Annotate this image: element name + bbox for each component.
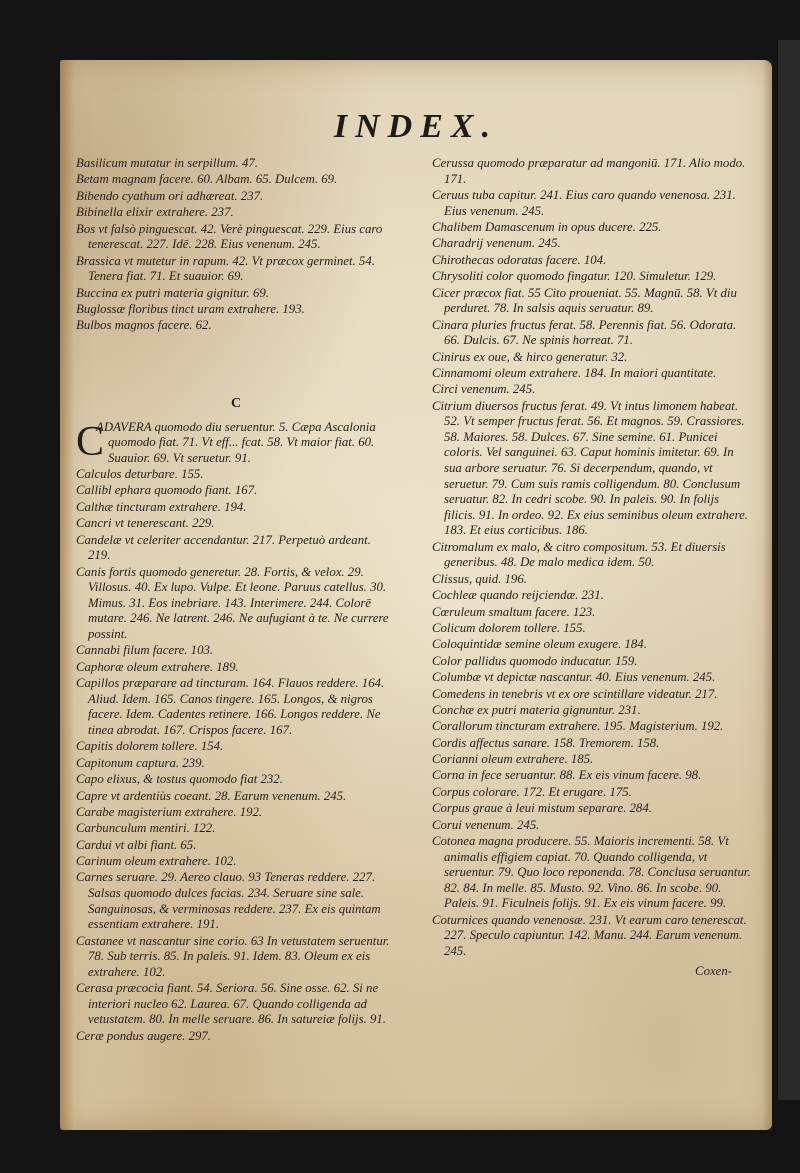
index-entry: Cochleæ quando reijciendæ. 231. <box>432 588 604 603</box>
index-entry: Corpus graue à leui mistum separare. 284. <box>432 801 652 816</box>
index-entry: Charadrij venenum. 245. <box>432 236 561 251</box>
page-title: INDEX. <box>333 108 499 145</box>
section-c-lead-text: ADAVERA quomodo diu seruentur. 5. Cæpa Ascalonia quomodo fiat. 71. Vt eff... fcat. 58. Vt maior fiat. 60. Suauior. 69. Vt seruetur. 91. <box>96 419 376 465</box>
index-entry: Cotonea magna producere. 55. Maioris incrementi. 58. Vt animalis effigiem capiat. 70. Quando colligenda, vt seruentur. 79. Quo loco reponenda. 78. Conclusa seruantur. 82. 84. In melle. 85. Musto. 92. Vino. 86. In scobe. 90. Paleis. 91. Ficulneis folijs. 91. Ex eis vinum facere. 99. <box>432 834 751 911</box>
index-entry: Capitis dolorem tollere. 154. <box>76 739 224 754</box>
index-entry: Color pallidus quomodo inducatur. 159. <box>432 653 638 668</box>
section-heading-c: C <box>230 395 242 411</box>
left-column <box>76 156 396 1045</box>
index-entry: Corianni oleum extrahere. 185. <box>432 752 594 767</box>
book-page <box>60 60 772 1130</box>
index-entry: Cordis affectus sanare. 158. Tremorem. 158. <box>432 735 660 750</box>
page-binding-edge <box>60 60 74 1130</box>
index-entry: Cerussa quomodo præparatur ad mangoniū. 171. Alio modo. 171. <box>432 156 746 186</box>
index-entry: Calculos deturbare. 155. <box>76 467 204 482</box>
index-entry: Carnes seruare. 29. Aereo clauo. 93 Teneras reddere. 227. Salsas quomodo dulces facias. 234. Seruare sine sale. Sanguinosas, & verminosas reddere. 237. Ex eis quintam essentiam extrahere. 191. <box>76 870 381 932</box>
index-entry: Carbunculum mentiri. 122. <box>76 821 216 836</box>
index-entry: Corpus colorare. 172. Et erugare. 175. <box>432 784 632 799</box>
index-entry: Bos vt falsò pinguescat. 42. Verè pinguescat. 229. Eius caro tenerescat. 227. Idē. 228. Eius venenum. 245. <box>76 221 383 252</box>
index-entry: Ceræ pondus augere. 297. <box>76 1028 211 1043</box>
page-right-edge <box>762 60 772 1130</box>
index-entry: Ceruus tuba capitur. 241. Eius caro quando venenosa. 231. Eius venenum. 245. <box>432 187 736 218</box>
index-entry: Capo elixus, & tostus quomodo fiat 232. <box>76 772 283 787</box>
index-entry: Cicer præcox fiat. 55 Cito proueniat. 55. Magnū. 58. Vt diu perduret. 78. In salsis aquis seruatur. 89. <box>432 285 737 316</box>
drop-cap: C <box>76 418 105 465</box>
index-entry: Capitonum captura. 239. <box>76 755 205 770</box>
c-entries <box>76 467 396 1044</box>
index-entry: Circi venenum. 245. <box>432 382 536 397</box>
b-entries <box>76 156 396 334</box>
index-entry: Chirothecas odoratas facere. 104. <box>432 252 607 267</box>
index-entry: Bibendo cyathum ori adhæreat. 237. <box>76 188 264 203</box>
index-entry: Chalibem Damascenum in opus ducere. 225. <box>432 219 662 234</box>
index-entry: Citromalum ex malo, & citro compositum. 53. Et diuersis generibus. 48. De malo medica idem. 50. <box>432 539 726 570</box>
index-entry: Conchæ ex putri materia gignuntur. 231. <box>432 702 641 717</box>
index-entry: Candelæ vt celeriter accendantur. 217. Perpetuò ardeant. 219. <box>76 532 371 563</box>
index-entry: Callibl ephara quomodo fiant. 167. <box>76 483 258 498</box>
index-entry: Coturnices quando venenosæ. 231. Vt earum caro tenerescat. 227. Speculo capiuntur. 142. Manu. 244. Earum venenum. 245. <box>432 912 747 958</box>
c-entries-continued <box>432 156 752 960</box>
index-entry: Cardui vt albi fiant. 65. <box>76 837 197 852</box>
index-entry: Cinirus ex oue, & hirco generatur. 32. <box>432 349 628 364</box>
index-entry: Calthæ tincturam extrahere. 194. <box>76 499 247 514</box>
index-entry: Bulbos magnos facere. 62. <box>76 318 212 333</box>
index-entry: Corna in fece seruantur. 88. Ex eis vinum facere. 98. <box>432 768 702 783</box>
index-entry: Cerasa præcocia fiant. 54. Seriora. 56. Sine osse. 62. Si ne interiori nucleo 62. Laurea. 67. Quando colligenda ad vetustatem. 80. In melle seruare. 86. In satureiæ folijs. 91. <box>76 981 386 1027</box>
index-entry: Cannabi filum facere. 103. <box>76 643 214 658</box>
index-entry: Bibinella elixir extrahere. 237. <box>76 205 234 220</box>
index-entry: Basilicum mutatur in serpillum. 47. <box>76 156 258 170</box>
index-entry: Canis fortis quomodo generetur. 28. Fortis, & velox. 29. Villosus. 40. Ex lupo. Vulpe. Et leone. Paruus catellus. 30. Mimus. 31. Eos inebriare. 143. Interimere. 244. Colorē mutare. 246. Ne latrent. 246. Ne aufugiant à te. Ne currere possint. <box>76 564 389 641</box>
index-entry: Clissus, quid. 196. <box>432 571 527 586</box>
index-entry: Buglossæ floribus tinct uram extrahere. 193. <box>76 301 305 316</box>
index-entry: Comedens in tenebris vt ex ore scintillare videatur. 217. <box>432 686 718 701</box>
index-entry: Betam magnam facere. 60. Albam. 65. Dulcem. 69. <box>76 172 338 187</box>
index-entry: Capillos præparare ad tincturam. 164. Flauos reddere. 164. Aliud. Idem. 165. Canos tingere. 165. Longos, & nigros facere. Idem. Cadentes retinere. 166. Longos reddere. Ne tinea abrodat. 167. Crispos facere. 167. <box>76 676 385 737</box>
index-entry: Citrium diuersos fructus ferat. 49. Vt intus limonem habeat. 52. Vt semper fructus ferat. 56. Et magnos. 59. Crassiores. 58. Maiores. 58. Dulces. 67. Sine semine. 61. Punicei coloris. Vel sanguinei. 63. Caput hominis imitetur. 69. In sua arbore seruatur. 76. Si decerpendum, quando, vt seruetur. 79. Cum suis ramis colligendum. 80. Conclusum seruatur. 82. In cedri scobe. 90. In paleis. 90. In folijs filicis. 91. In ordeo. 92. Ex eius seminibus oleum extrahere. 183. Et eius corticibus. 186. <box>432 398 748 538</box>
index-entry: Chrysoliti color quomodo fingatur. 120. Simuletur. 129. <box>432 269 717 284</box>
index-entry: Castanee vt nascantur sine corio. 63 In vetustatem seruentur. 78. Sub terris. 85. In paleis. 91. Idem. 83. Oleum ex eis extrahere. 102. <box>76 933 390 979</box>
index-entry: Cancri vt tenerescant. 229. <box>76 516 215 531</box>
index-entry: Cœruleum smaltum facere. 123. <box>432 604 596 619</box>
index-entry: Cinara pluries fructus ferat. 58. Perennis fiat. 56. Odorata. 66. Dulcis. 67. Ne spinis horreat. 71. <box>432 317 737 348</box>
index-entry: Colicum dolorem tollere. 155. <box>432 620 586 635</box>
index-entry: Corui venenum. 245. <box>432 817 540 832</box>
index-entry: Caphoræ oleum extrahere. 189. <box>76 659 239 674</box>
index-entry: Coloquintidæ semine oleum exugere. 184. <box>432 637 647 652</box>
catchword: Coxen- <box>695 963 732 978</box>
section-c-lead-entry <box>76 420 396 467</box>
index-entry: Carabe magisterium extrahere. 192. <box>76 804 263 819</box>
index-entry: Brassica vt mutetur in rapum. 42. Vt præcox germinet. 54. Tenera fiat. 71. Et suauior. 69. <box>76 253 375 284</box>
index-entry: Capre vt ardentiùs coeant. 28. Earum venenum. 245. <box>76 788 347 803</box>
adjacent-page-edge <box>778 40 800 1100</box>
index-entry: Corallorum tincturam extrahere. 195. Magisterium. 192. <box>432 719 724 734</box>
index-entry: Buccina ex putri materia gignitur. 69. <box>76 285 269 300</box>
index-entry: Carinum oleum extrahere. 102. <box>76 854 237 869</box>
index-entry: Columbæ vt depictæ nascantur. 40. Eius venenum. 245. <box>432 670 716 685</box>
right-column <box>432 156 752 979</box>
index-entry: Cinnamomi oleum extrahere. 184. In maiori quantitate. <box>432 365 717 380</box>
